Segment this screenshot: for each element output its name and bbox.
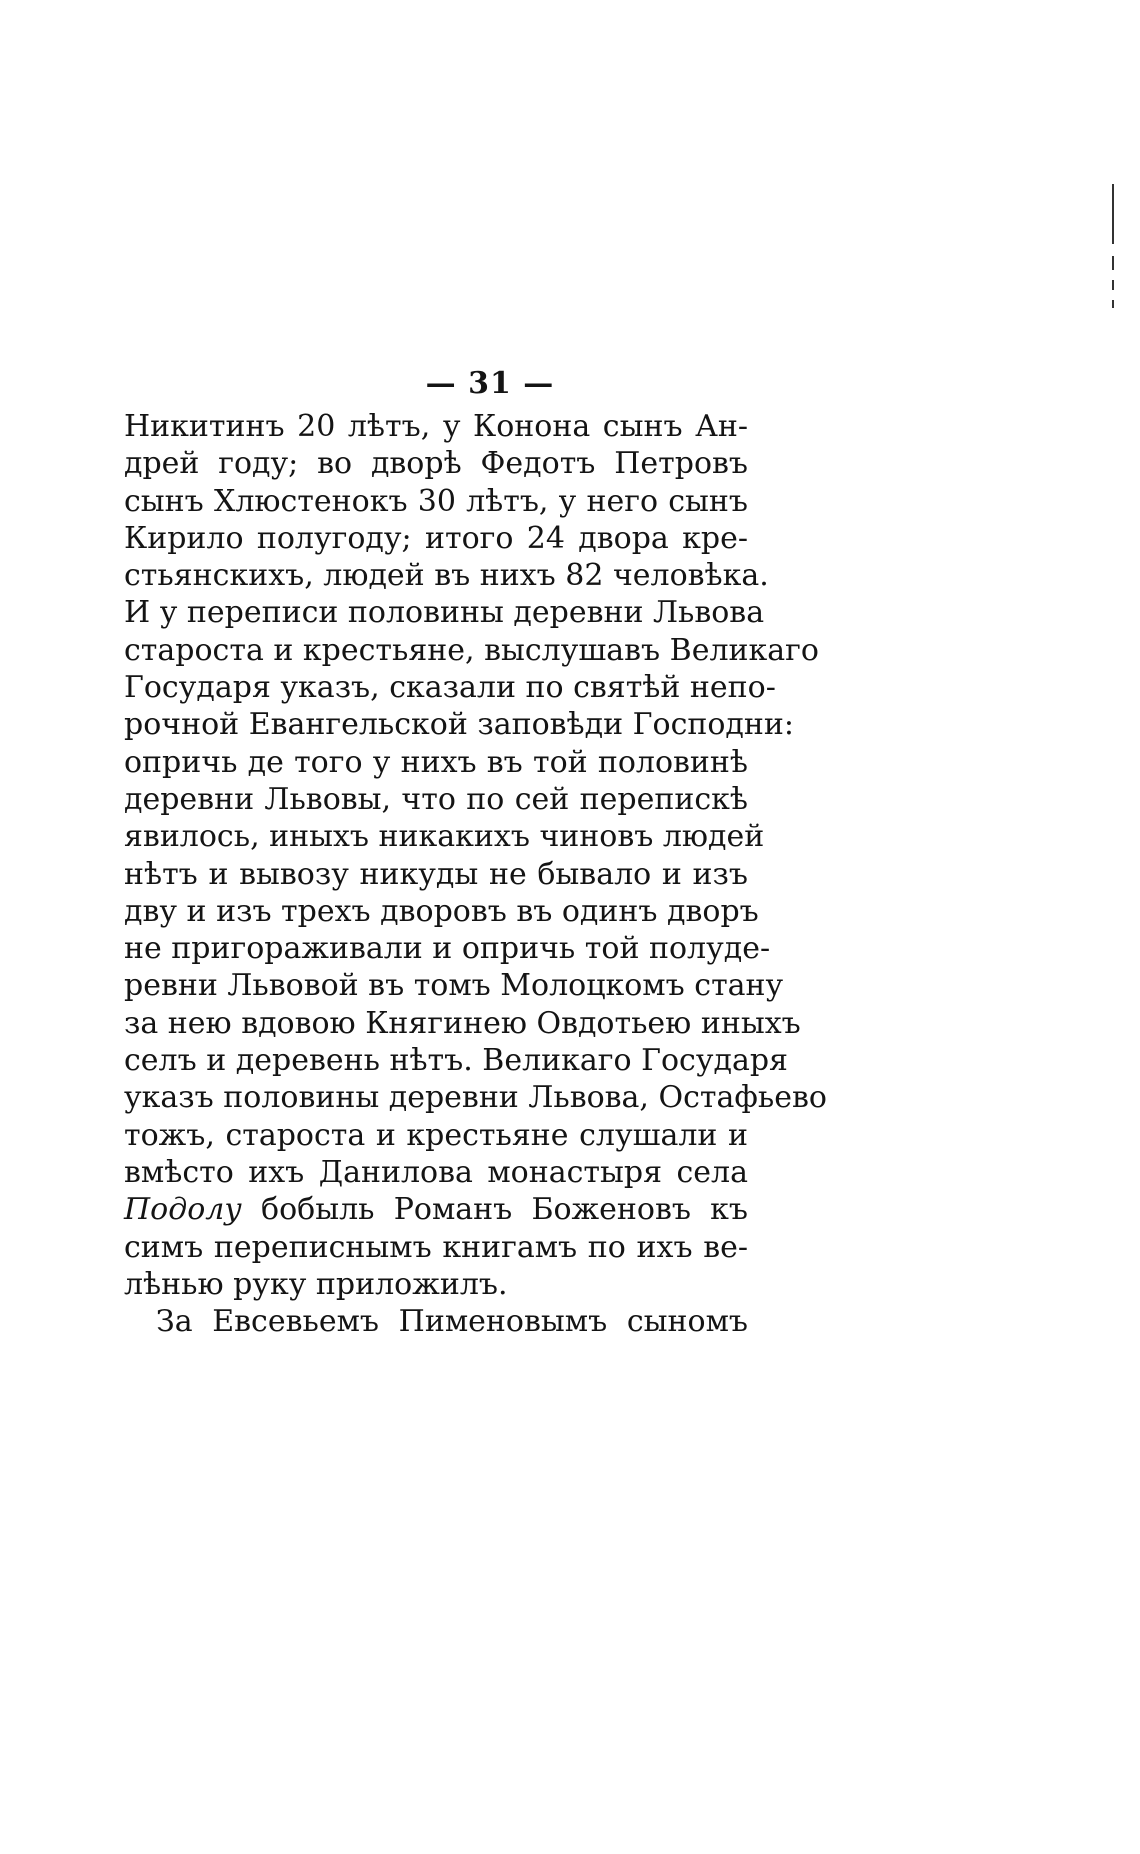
text-line: сынъ Хлюстенокъ 30 лѣтъ, у него сынъ <box>124 483 748 519</box>
text-line: опричь де того у нихъ въ той половинѣ <box>124 744 748 780</box>
text-line: И у переписи половины деревни Львова <box>124 595 765 631</box>
text-line: за нею вдовою Княгинею Овдотьею иныхъ <box>124 1005 801 1041</box>
text-line: не пригораживали и опричь той полуде- <box>124 931 771 967</box>
text-line: Кирило полугоду; итого 24 двора кре- <box>124 520 748 556</box>
text-line: симъ переписнымъ книгамъ по ихъ ве- <box>124 1229 748 1265</box>
text-line: деревни Львовы, что по сей перепискѣ <box>124 781 748 817</box>
text-line: дву и изъ трехъ дворовъ въ одинъ дворъ <box>124 893 759 929</box>
text-line: нѣтъ и вывозу никуды не бывало и изъ <box>124 856 748 892</box>
body-text <box>124 408 827 1340</box>
page-edge-marks <box>1112 184 1115 314</box>
italic-place-name: Подолу <box>124 1192 242 1228</box>
text-line: тожъ, староста и крестьяне слушали и <box>124 1117 748 1153</box>
text-line-remainder: бобыль Романъ Боженовъ къ <box>261 1192 748 1228</box>
text-line: За Евсевьемъ Пименовымъ сыномъ <box>156 1304 748 1340</box>
text-line: лѣнью руку приложилъ. <box>124 1266 508 1302</box>
text-line: вмѣсто ихъ Данилова монастыря села <box>124 1154 748 1190</box>
text-line-mixed <box>124 1191 748 1228</box>
text-line: явилось, иныхъ никакихъ чиновъ людей <box>124 819 765 855</box>
text-line: селъ и деревень нѣтъ. Великаго Государя <box>124 1043 788 1079</box>
text-line: староста и крестьяне, выслушавъ Великаго <box>124 632 819 668</box>
text-line: рочной Евангельской заповѣди Господни: <box>124 707 795 743</box>
text-line: Государя указъ, сказали по святѣй непо- <box>124 670 776 706</box>
page-number: — 31 — <box>425 366 555 401</box>
text-line: стьянскихъ, людей въ нихъ 82 человѣка. <box>124 558 769 594</box>
text-line: дрей году; во дворѣ Федотъ Петровъ <box>124 446 748 482</box>
text-line: указъ половины деревни Львова, Остафьево <box>124 1080 827 1116</box>
text-line: ревни Львовой въ томъ Молоцкомъ стану <box>124 968 784 1004</box>
text-line: Никитинъ 20 лѣтъ, у Конона сынъ Ан- <box>124 409 748 444</box>
